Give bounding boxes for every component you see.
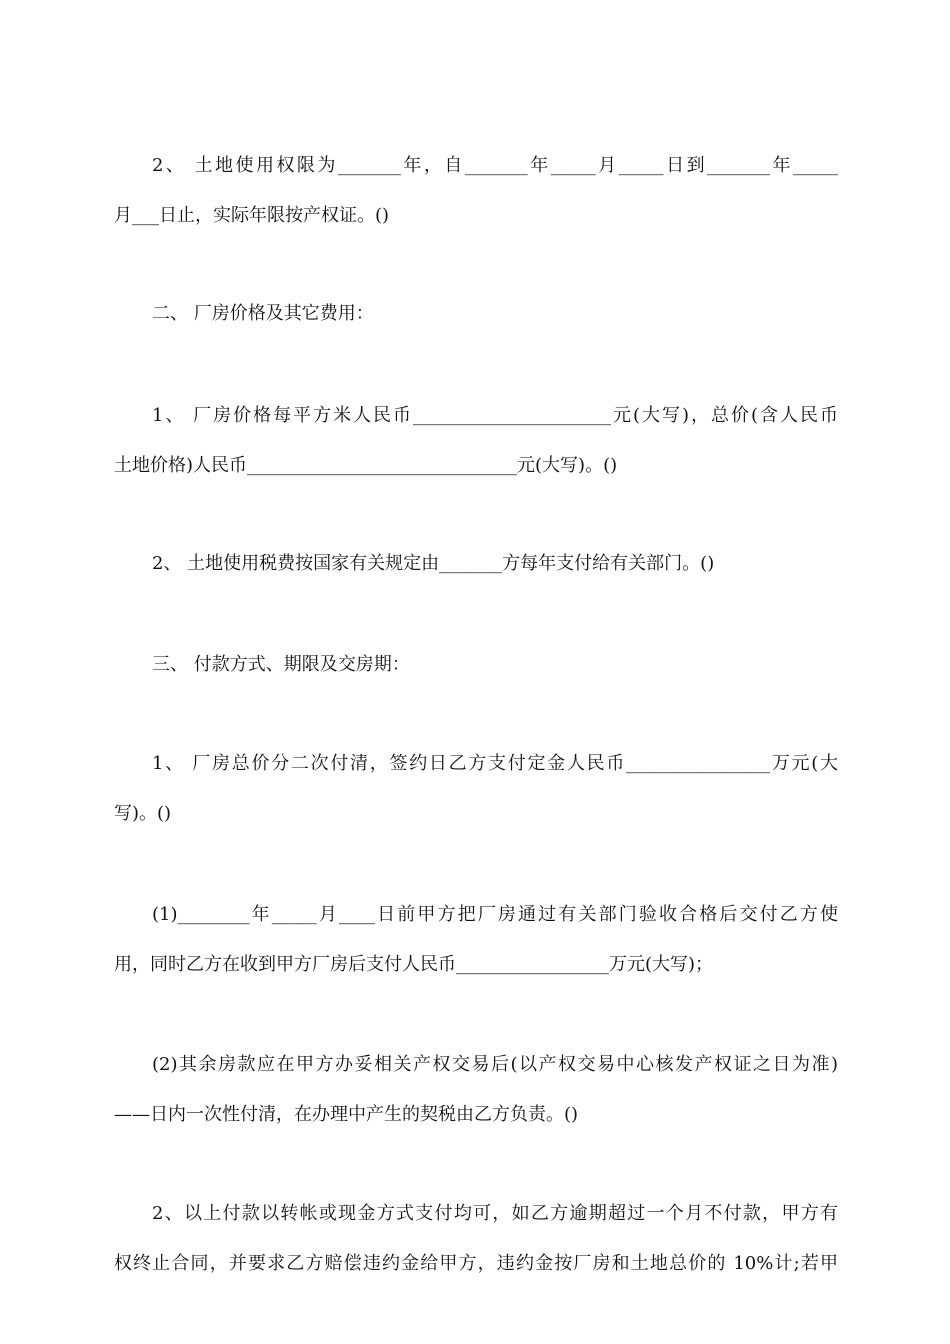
subclause-2-line-2: ——日内一次性付清，在办理中产生的契税由乙方负责。() bbox=[114, 1104, 579, 1125]
subclause-1-line-2: 用，同时乙方在收到甲方厂房后支付人民币_________________万元(大写)； bbox=[114, 954, 714, 975]
subclause-2-line-1: (2)其余房款应在甲方办妥相关产权交易后(以产权交易中心核发产权证之日为准) bbox=[152, 1054, 838, 1075]
clause-1-payment-line-2: 写)。() bbox=[114, 803, 172, 824]
clause-2-land-use-term-line-2: 月___日止，实际年限按产权证。() bbox=[114, 205, 390, 226]
clause-1-payment-line-1: 1、 厂房总价分二次付清，签约日乙方支付定金人民币________________万元(大 bbox=[152, 753, 838, 774]
section-3-heading: 三、 付款方式、期限及交房期： bbox=[152, 654, 410, 675]
clause-2-payment-line-1: 2、以上付款以转帐或现金方式支付均可，如乙方逾期超过一个月不付款，甲方有 bbox=[152, 1203, 838, 1224]
clause-1-price-line-2: 土地价格)人民币______________________________元(大写)。() bbox=[114, 455, 618, 476]
clause-2-payment-line-2: 权终止合同，并要求乙方赔偿违约金给甲方，违约金按厂房和土地总价的 10%计;若甲 bbox=[114, 1253, 838, 1274]
section-2-heading: 二、 厂房价格及其它费用： bbox=[152, 303, 374, 324]
clause-2-land-tax-line: 2、 土地使用税费按国家有关规定由_______方每年支付给有关部门。() bbox=[152, 553, 715, 574]
clause-1-price-line-1: 1、 厂房价格每平方米人民币______________________元(大写)，总价(含人民币 bbox=[152, 405, 838, 426]
clause-2-land-use-term-line-1: 2、 土地使用权限为_______年，自_______年_____月_____日到_______年_____ bbox=[152, 155, 838, 176]
subclause-1-line-1: (1)________年_____月____日前甲方把厂房通过有关部门验收合格后交付乙方使 bbox=[152, 904, 838, 925]
